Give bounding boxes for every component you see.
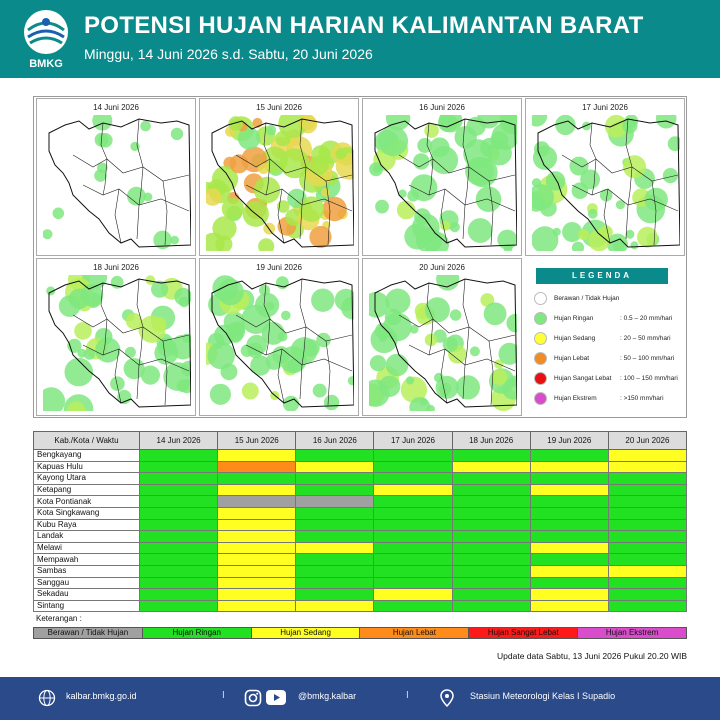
table-header-date: 20 Jun 2026 (608, 432, 686, 450)
forecast-cell (296, 484, 374, 496)
forecast-cell (374, 507, 452, 519)
legend-swatch (534, 352, 547, 365)
forecast-cell (374, 600, 452, 612)
forecast-cell (296, 554, 374, 566)
forecast-cell (608, 450, 686, 462)
forecast-cell (140, 507, 218, 519)
table-header-date: 19 Jun 2026 (530, 432, 608, 450)
forecast-cell (296, 600, 374, 612)
forecast-cell (140, 589, 218, 601)
page-title: POTENSI HUJAN HARIAN KALIMANTAN BARAT (84, 12, 644, 39)
forecast-cell (218, 473, 296, 485)
region-name: Sintang (34, 600, 140, 612)
forecast-cell (530, 600, 608, 612)
rain-map (532, 115, 680, 251)
map-panel (362, 258, 522, 416)
legend-name: Hujan Ringan (554, 315, 594, 322)
forecast-cell (374, 542, 452, 554)
map-panel-label: 20 Juni 2026 (419, 263, 465, 272)
keterangan-item: Berawan / Tidak Hujan (34, 628, 143, 638)
bmkg-logo (20, 8, 72, 72)
table-row (34, 565, 687, 577)
forecast-cell (374, 554, 452, 566)
map-panel-label: 18 Juni 2026 (93, 263, 139, 272)
legend-range: : 20 – 50 mm/hari (620, 335, 671, 342)
forecast-cell (140, 600, 218, 612)
forecast-cell (296, 577, 374, 589)
instagram-icon[interactable] (244, 689, 262, 709)
forecast-cell (608, 507, 686, 519)
table-header-date: 14 Jun 2026 (140, 432, 218, 450)
rain-map (369, 115, 517, 251)
forecast-cell (530, 496, 608, 508)
globe-icon (38, 689, 56, 709)
forecast-cell (608, 496, 686, 508)
table-row (34, 496, 687, 508)
table-row (34, 519, 687, 531)
forecast-cell (218, 507, 296, 519)
rain-map (369, 275, 517, 411)
forecast-cell (296, 519, 374, 531)
forecast-cell (530, 519, 608, 531)
keterangan-item: Hujan Sedang (252, 628, 361, 638)
region-name: Mempawah (34, 554, 140, 566)
map-panel (36, 98, 196, 256)
forecast-cell (374, 531, 452, 543)
rain-map (43, 275, 191, 411)
forecast-cell (608, 473, 686, 485)
forecast-cell (140, 450, 218, 462)
legend-range: : 100 – 150 mm/hari (620, 375, 678, 382)
forecast-cell (296, 565, 374, 577)
region-name: Kubu Raya (34, 519, 140, 531)
rain-map (43, 115, 191, 251)
region-name: Kayong Utara (34, 473, 140, 485)
youtube-icon[interactable] (266, 690, 286, 707)
table-header-row (34, 432, 687, 450)
forecast-cell (452, 461, 530, 473)
forecast-cell (296, 450, 374, 462)
forecast-cell (218, 589, 296, 601)
table-row (34, 600, 687, 612)
legend-swatch (534, 312, 547, 325)
table-header-date: 15 Jun 2026 (218, 432, 296, 450)
region-name: Kota Pontianak (34, 496, 140, 508)
table-row (34, 554, 687, 566)
region-name: Ketapang (34, 484, 140, 496)
forecast-cell (140, 565, 218, 577)
table-header-date: 18 Jun 2026 (452, 432, 530, 450)
forecast-cell (452, 519, 530, 531)
forecast-cell (218, 600, 296, 612)
forecast-cell (530, 450, 608, 462)
forecast-cell (140, 496, 218, 508)
forecast-cell (218, 461, 296, 473)
region-name: Sambas (34, 565, 140, 577)
region-name: Sanggau (34, 577, 140, 589)
region-name: Kota Singkawang (34, 507, 140, 519)
region-name: Kapuas Hulu (34, 461, 140, 473)
rain-table (33, 431, 687, 612)
forecast-cell (218, 542, 296, 554)
table-body (34, 450, 687, 612)
map-panel-label: 19 Juni 2026 (256, 263, 302, 272)
legend-swatch (534, 392, 547, 405)
keterangan-item: Hujan Ekstrem (578, 628, 686, 638)
forecast-cell (452, 450, 530, 462)
map-panel (36, 258, 196, 416)
region-name: Melawi (34, 542, 140, 554)
forecast-cell (374, 589, 452, 601)
forecast-cell (218, 565, 296, 577)
forecast-cell (140, 577, 218, 589)
legend-swatch (534, 332, 547, 345)
map-panel-label: 16 Juni 2026 (419, 103, 465, 112)
forecast-cell (452, 473, 530, 485)
map-panel (362, 98, 522, 256)
forecast-cell (374, 473, 452, 485)
forecast-cell (530, 531, 608, 543)
forecast-cell (452, 589, 530, 601)
footer-website[interactable]: kalbar.bmkg.go.id (66, 691, 137, 701)
forecast-cell (452, 542, 530, 554)
location-pin-icon (440, 689, 454, 709)
forecast-cell (452, 565, 530, 577)
legend-name: Hujan Ekstrem (554, 395, 597, 402)
forecast-cell (296, 507, 374, 519)
map-panel (199, 98, 359, 256)
map-panel-label: 17 Juni 2026 (582, 103, 628, 112)
table-row (34, 542, 687, 554)
forecast-cell (530, 484, 608, 496)
legend-name: Hujan Lebat (554, 355, 590, 362)
forecast-cell (140, 531, 218, 543)
legend-name: Hujan Sangat Lebat (554, 375, 612, 382)
forecast-cell (608, 461, 686, 473)
forecast-cell (374, 565, 452, 577)
forecast-cell (374, 577, 452, 589)
forecast-cell (296, 531, 374, 543)
forecast-cell (374, 461, 452, 473)
map-panel (525, 98, 685, 256)
legend-swatch (534, 292, 547, 305)
table-row (34, 577, 687, 589)
map-panel-label: 14 Juni 2026 (93, 103, 139, 112)
forecast-cell (296, 589, 374, 601)
forecast-cell (140, 542, 218, 554)
forecast-cell (452, 554, 530, 566)
map-panel (199, 258, 359, 416)
legend-title: LEGENDA (536, 268, 668, 284)
forecast-cell (530, 554, 608, 566)
legend-name: Hujan Sedang (554, 335, 596, 342)
forecast-cell (296, 473, 374, 485)
forecast-cell (296, 542, 374, 554)
keterangan-item: Hujan Sangat Lebat (469, 628, 578, 638)
keterangan-label: Keterangan : (36, 614, 82, 623)
rain-map (206, 115, 354, 251)
update-text: Update data Sabtu, 13 Juni 2026 Pukul 20.20 WIB (497, 651, 687, 661)
forecast-cell (218, 484, 296, 496)
forecast-cell (218, 577, 296, 589)
footer-separator: I (406, 690, 409, 701)
table-header-region: Kab./Kota / Waktu (34, 432, 140, 450)
map-panel-label: 15 Juni 2026 (256, 103, 302, 112)
footer-separator: I (222, 690, 225, 701)
forecast-cell (608, 554, 686, 566)
forecast-cell (374, 484, 452, 496)
forecast-cell (608, 542, 686, 554)
legend-range: : 50 – 100 mm/hari (620, 355, 675, 362)
legend-range: : >150 mm/hari (620, 395, 664, 402)
footer-location: Stasiun Meteorologi Kelas I Supadio (470, 691, 616, 701)
forecast-cell (218, 450, 296, 462)
page-subtitle: Minggu, 14 Juni 2026 s.d. Sabtu, 20 Juni 2026 (84, 46, 373, 62)
forecast-cell (218, 519, 296, 531)
logo-text: BMKG (29, 58, 63, 70)
forecast-cell (530, 577, 608, 589)
table-row (34, 507, 687, 519)
forecast-cell (530, 473, 608, 485)
forecast-cell (140, 484, 218, 496)
forecast-cell (218, 554, 296, 566)
forecast-cell (296, 496, 374, 508)
keterangan-item: Hujan Ringan (143, 628, 252, 638)
forecast-cell (530, 589, 608, 601)
footer-social[interactable]: @bmkg.kalbar (298, 691, 357, 701)
legend (522, 258, 682, 416)
footer (0, 677, 720, 720)
forecast-cell (452, 531, 530, 543)
forecast-cell (608, 531, 686, 543)
forecast-cell (140, 519, 218, 531)
table-row (34, 473, 687, 485)
table-row (34, 484, 687, 496)
keterangan-item: Hujan Lebat (360, 628, 469, 638)
forecast-cell (608, 600, 686, 612)
forecast-cell (374, 519, 452, 531)
rain-map (206, 275, 354, 411)
forecast-cell (218, 531, 296, 543)
forecast-cell (530, 507, 608, 519)
legend-swatch (534, 372, 547, 385)
region-name: Sekadau (34, 589, 140, 601)
forecast-cell (140, 461, 218, 473)
forecast-cell (608, 577, 686, 589)
forecast-cell (452, 600, 530, 612)
forecast-cell (374, 450, 452, 462)
header-banner (0, 0, 720, 78)
forecast-cell (296, 461, 374, 473)
forecast-cell (608, 519, 686, 531)
table-header-date: 16 Jun 2026 (296, 432, 374, 450)
keterangan-legend (33, 627, 687, 639)
forecast-cell (140, 554, 218, 566)
forecast-cell (530, 565, 608, 577)
table-row (34, 589, 687, 601)
forecast-cell (608, 565, 686, 577)
table-header-date: 17 Jun 2026 (374, 432, 452, 450)
forecast-cell (452, 577, 530, 589)
bmkg-logo-icon (24, 10, 68, 54)
forecast-cell (608, 484, 686, 496)
region-name: Bengkayang (34, 450, 140, 462)
forecast-cell (608, 589, 686, 601)
table-row (34, 531, 687, 543)
forecast-cell (218, 496, 296, 508)
table-row (34, 461, 687, 473)
forecast-cell (530, 542, 608, 554)
forecast-cell (530, 461, 608, 473)
forecast-cell (452, 484, 530, 496)
legend-name: Berawan / Tidak Hujan (554, 295, 620, 302)
region-name: Landak (34, 531, 140, 543)
forecast-cell (452, 507, 530, 519)
forecast-cell (140, 473, 218, 485)
table-row (34, 450, 687, 462)
legend-range: : 0.5 – 20 mm/hari (620, 315, 673, 322)
forecast-cell (452, 496, 530, 508)
forecast-cell (374, 496, 452, 508)
